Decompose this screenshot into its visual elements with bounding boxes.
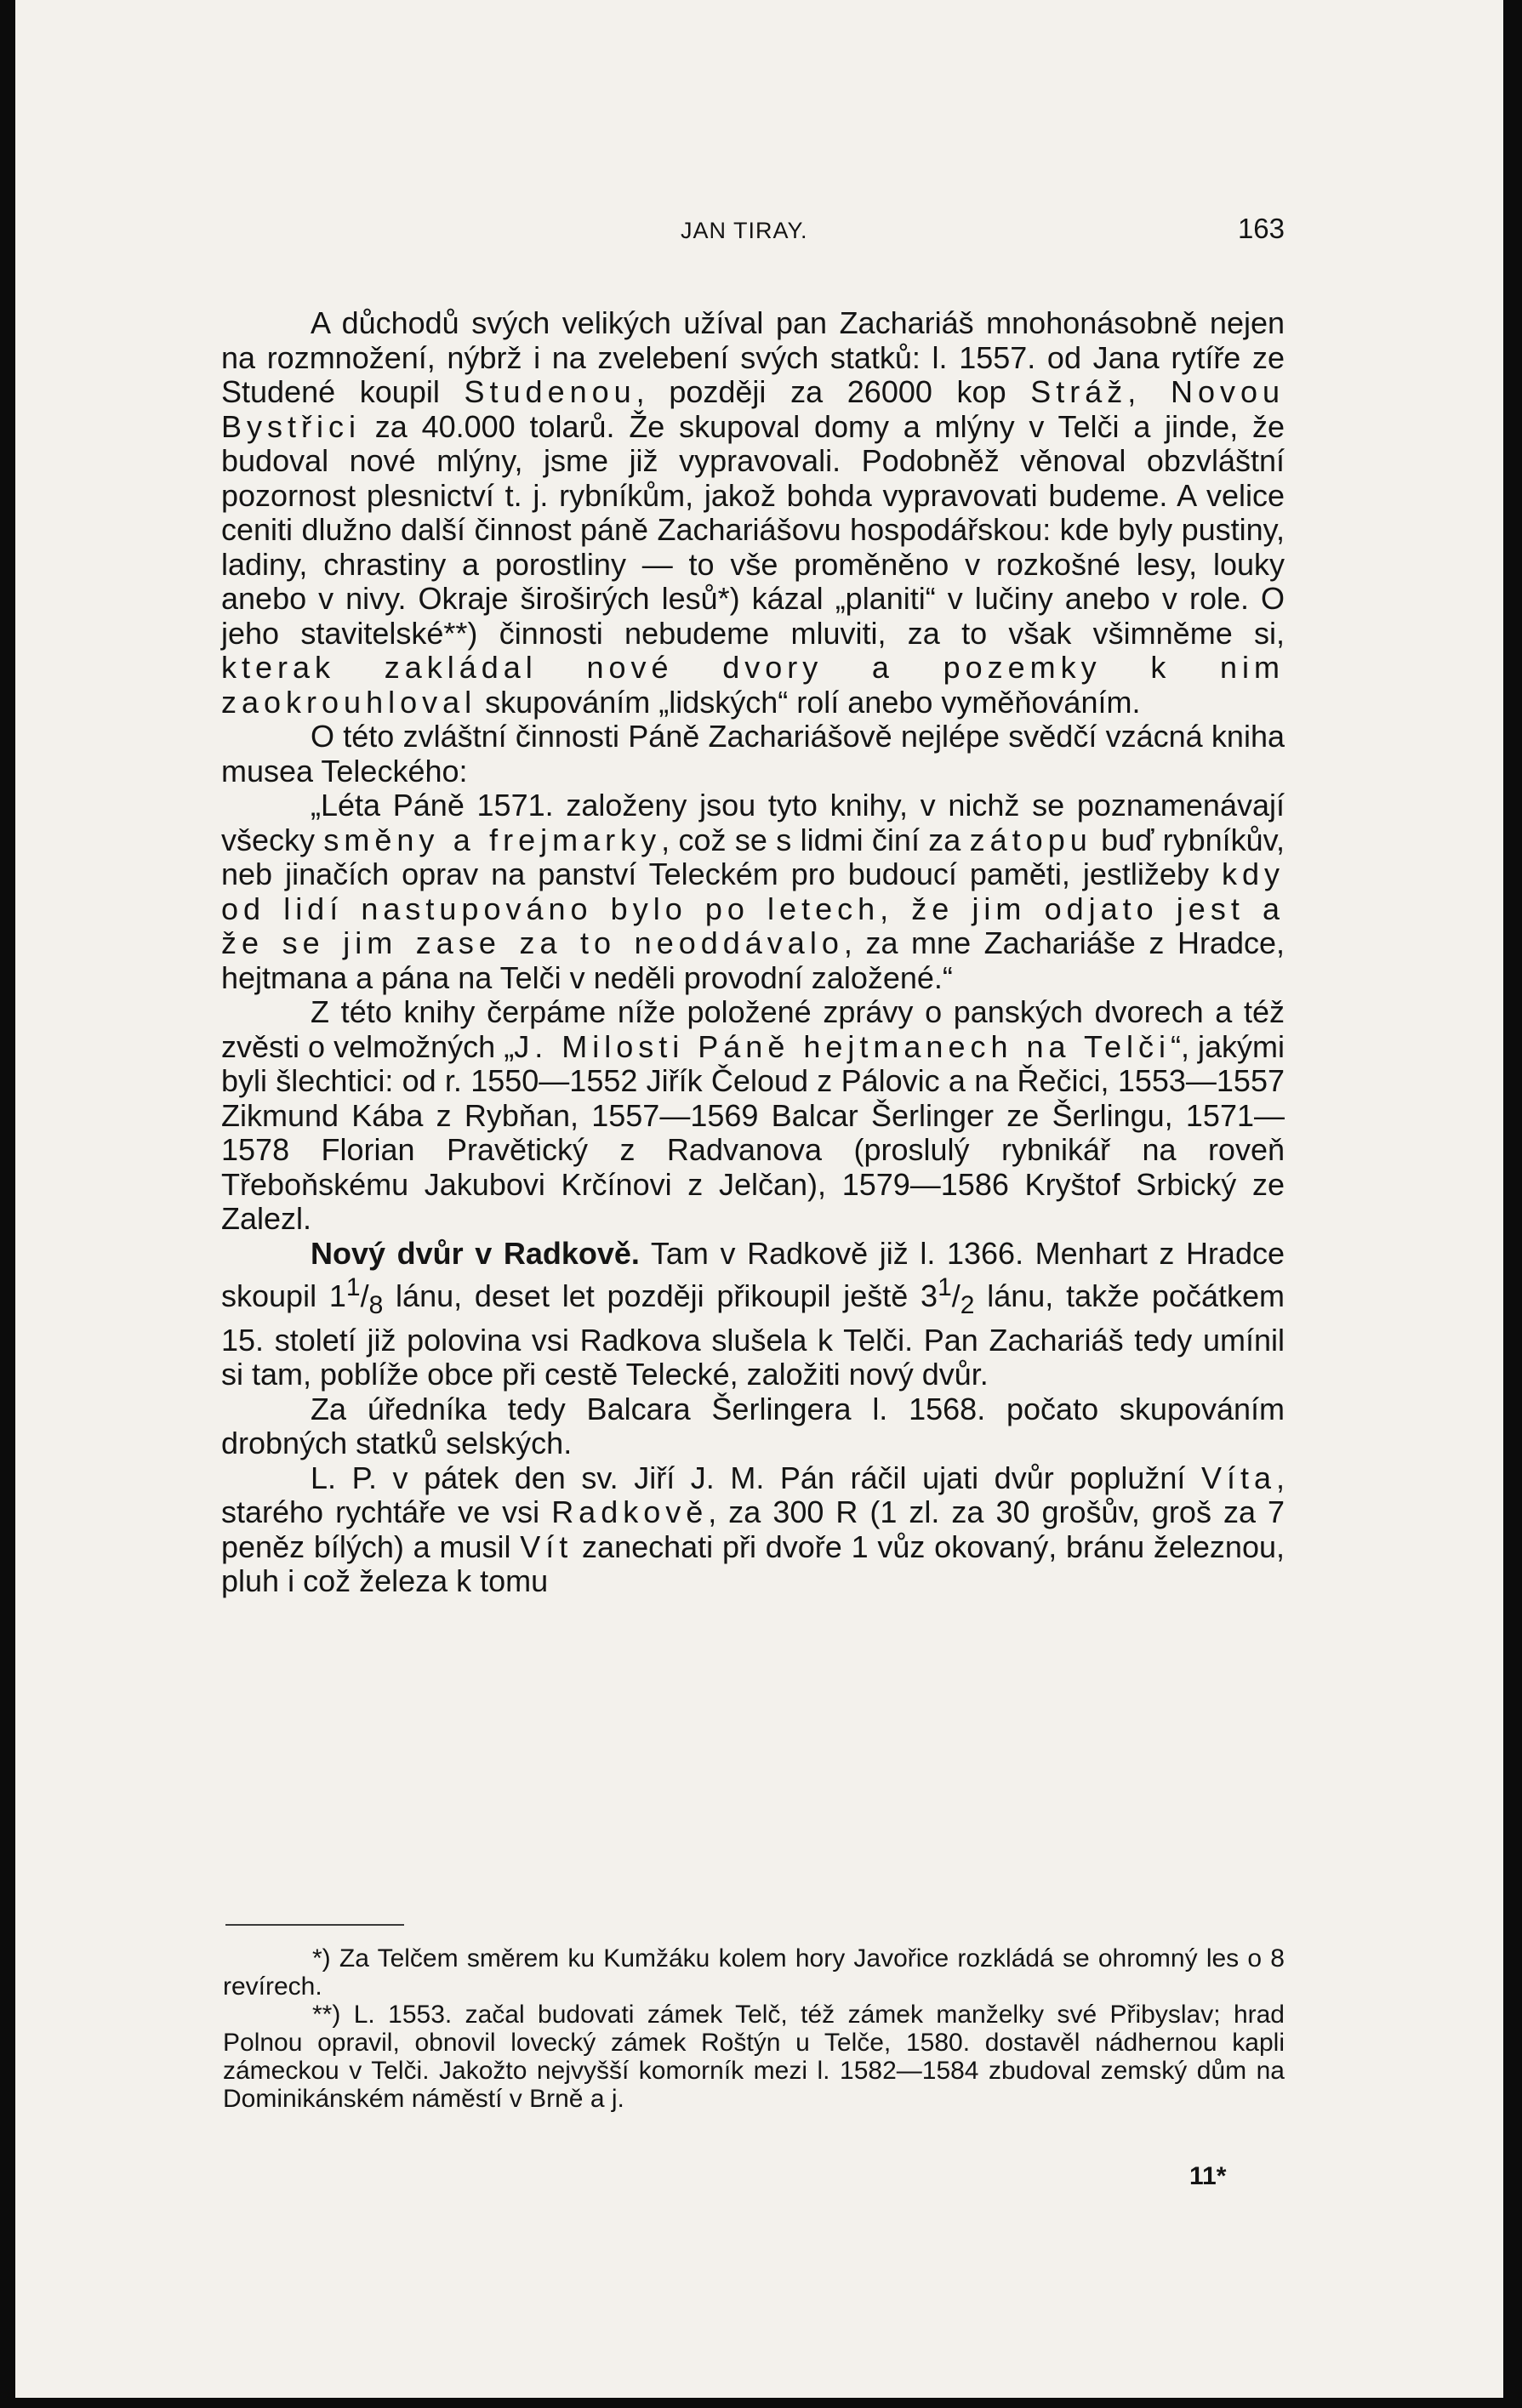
signature-mark: 11* [1189,2162,1227,2190]
text-run: L. P. v pátek den sv. Jiří J. M. Pán ráčil ujati dvůr poplužní [311,1460,1201,1495]
running-head: JAN TIRAY. [681,218,808,243]
fraction-numerator: 1 [345,1273,361,1301]
text-run: , což se s lidmi činí za [661,822,970,857]
spaced-text: Vít [520,1528,573,1564]
paragraph-2: O této zvláštní činnosti Páně Zachariášově nejlépe svědčí vzácná kniha musea Teleckého: [221,719,1285,788]
spaced-text: J. Milosti Páně hejtmanech na Telči [514,1028,1171,1064]
page-header [221,213,1285,255]
section-heading: Nový dvůr v Radkově. [311,1235,640,1271]
spaced-text: Radkově [551,1494,709,1530]
paragraph-5: Nový dvůr v Radkově. Tam v Radkově již l. 1366. Menhart z Hradce skoupil $1^1/_8$ lánu, deset let později přikoupil ještě $3^1/_2$ lánu, takže počátkem 15. století již polovina vsi Radkova slušela k Telči. Pan Zachariáš tedy umínil si tam, poblíže obce při cestě Telecké, založiti nový dvůr. [221,1235,1285,1392]
text-run: A důchodů svých velikých užíval pan Zachariáš mnohonásobně nejen na rozmnožení, nýbrž i na zvelebení svých statků: l. 1557. od Jana rytíře ze Studené koupil [221,305,1285,409]
text-run: , za 300 R (1 zl. za 30 grošův, groš za 7 peněz bílých) a musil [221,1494,1285,1564]
page-number: 163 [1237,213,1285,244]
footnote-2: **) L. 1553. začal budovati zámek Telč, též zámek manželky své Přibyslav; hrad Polnou opravil, obnovil lovecký zámek Roštýn u Telče, 1580. dostavěl nádhernou kapli zámeckou v Telči. Jakožto nejvyšší komorník mezi l. 1582—1584 zbudoval zemský dům na Dominikánském náměstí v Brně a j. [223,2001,1285,2113]
scan-edge-bottom [0,2398,1522,2408]
text-run: lánu, deset let později přikoupil ještě 3 [383,1278,938,1313]
text-run: skupováním „lidských“ rolí anebo vyměňováním. [476,684,1141,720]
fraction-denominator: 8 [368,1291,384,1320]
scan-edge-right [1503,0,1522,2408]
text-run: za 40.000 tolarů. Že skupoval domy a mlýny v Telči a jinde, že budoval nové mlýny, jsme již vypravovali. Podobněž věnoval obzvláštní pozornost plesnictví t. j. rybníkům, jakož bohda vypravovati budeme. A velice ceniti dlužno další činnost páně Zachariášovu hospodářskou: kde byly pustiny, ladiny, chrastiny a porostliny — to vše proměněno v rozkošné lesy, louky anebo v nivy. Okraje široširých lesů*) kázal „planiti“ v lučiny anebo v role. O jeho stavitelské**) činnosti nebudeme mluviti, za to však všimněme si, [221,408,1285,651]
paragraph-3 [221,788,1285,995]
footnotes [223,1944,1285,2113]
fraction-numerator: 1 [938,1273,952,1301]
spaced-text: kdy od lidí nastupováno bylo po letech, že jim odjato jest a že se jim zase za to neoddávalo [221,857,1285,960]
spaced-text: Víta [1200,1460,1276,1495]
text-run: “, jakými byli šlechtici: od r. 1550—1552 Jiřík Čeloud z Pálovic a na Řečici, 1553—1557 Zikmund Kába z Rybňan, 1557—1569 Balcar Šerlinger ze Šerlingu, 1571—1578 Florian Pravětický z Radvanova (proslulý rybnikář na roveň Třeboňskému Jakubovi Krčínovi z Jelčan), 1579—1586 Kryštof Srbický ze Zalezl. [221,1028,1285,1236]
fraction-denominator: 2 [960,1291,975,1320]
spaced-text: směny a frejmarky [323,822,662,857]
spaced-text: zátopu [969,822,1092,857]
paragraph-6: Za úředníka tedy Balcara Šerlingera l. 1568. počato skupováním drobných statků selských. [221,1391,1285,1461]
paragraph-1 [221,306,1285,720]
paragraph-4 [221,995,1285,1237]
text-run: , za mne Zachariáše z Hradce, hejtmana a pána na Telči v neděli provodní založené.“ [221,925,1285,995]
paragraph-7 [221,1461,1285,1599]
text-run: buď rybníkův, neb jinačích oprav na panství Teleckém pro budoucí paměti, jestližeby [221,822,1285,891]
scan-edge-left [0,0,15,2408]
spaced-text: Stráž, Novou Bystřici [221,374,1285,444]
text-run: , později za 26000 kop [636,374,1031,409]
text-run: Z této knihy čerpáme níže položené zprávy o panských dvorech a též zvěsti o velmožných „ [221,994,1285,1064]
spaced-text: kterak zakládal nové dvory a pozemky k nim zaokrouhloval [221,650,1285,720]
text-run: „Léta Páně 1571. založeny jsou tyto knihy, v nichž se poznamenávají všecky [221,788,1285,857]
text-run: , starého rychtáře ve vsi [221,1460,1285,1530]
footnote-1: *) Za Telčem směrem ku Kumžáku kolem hory Javořice rozkládá se ohromný les o 8 revírech. [223,1944,1285,2001]
text-run: Tam v Radkově již l. 1366. Menhart z Hradce skoupil 1 [221,1235,1285,1313]
text-run: zanechati při dvoře 1 vůz okovaný, bránu železnou, pluh i což železa k tomu [221,1528,1285,1599]
spaced-text: Studenou [464,374,636,409]
body-text [221,306,1285,1599]
text-run: lánu, takže počátkem 15. století již polovina vsi Radkova slušela k Telči. Pan Zachariáš tedy umínil si tam, poblíže obce při cestě Telecké, založiti nový dvůr. [221,1278,1285,1392]
footnote-divider [225,1924,404,1926]
